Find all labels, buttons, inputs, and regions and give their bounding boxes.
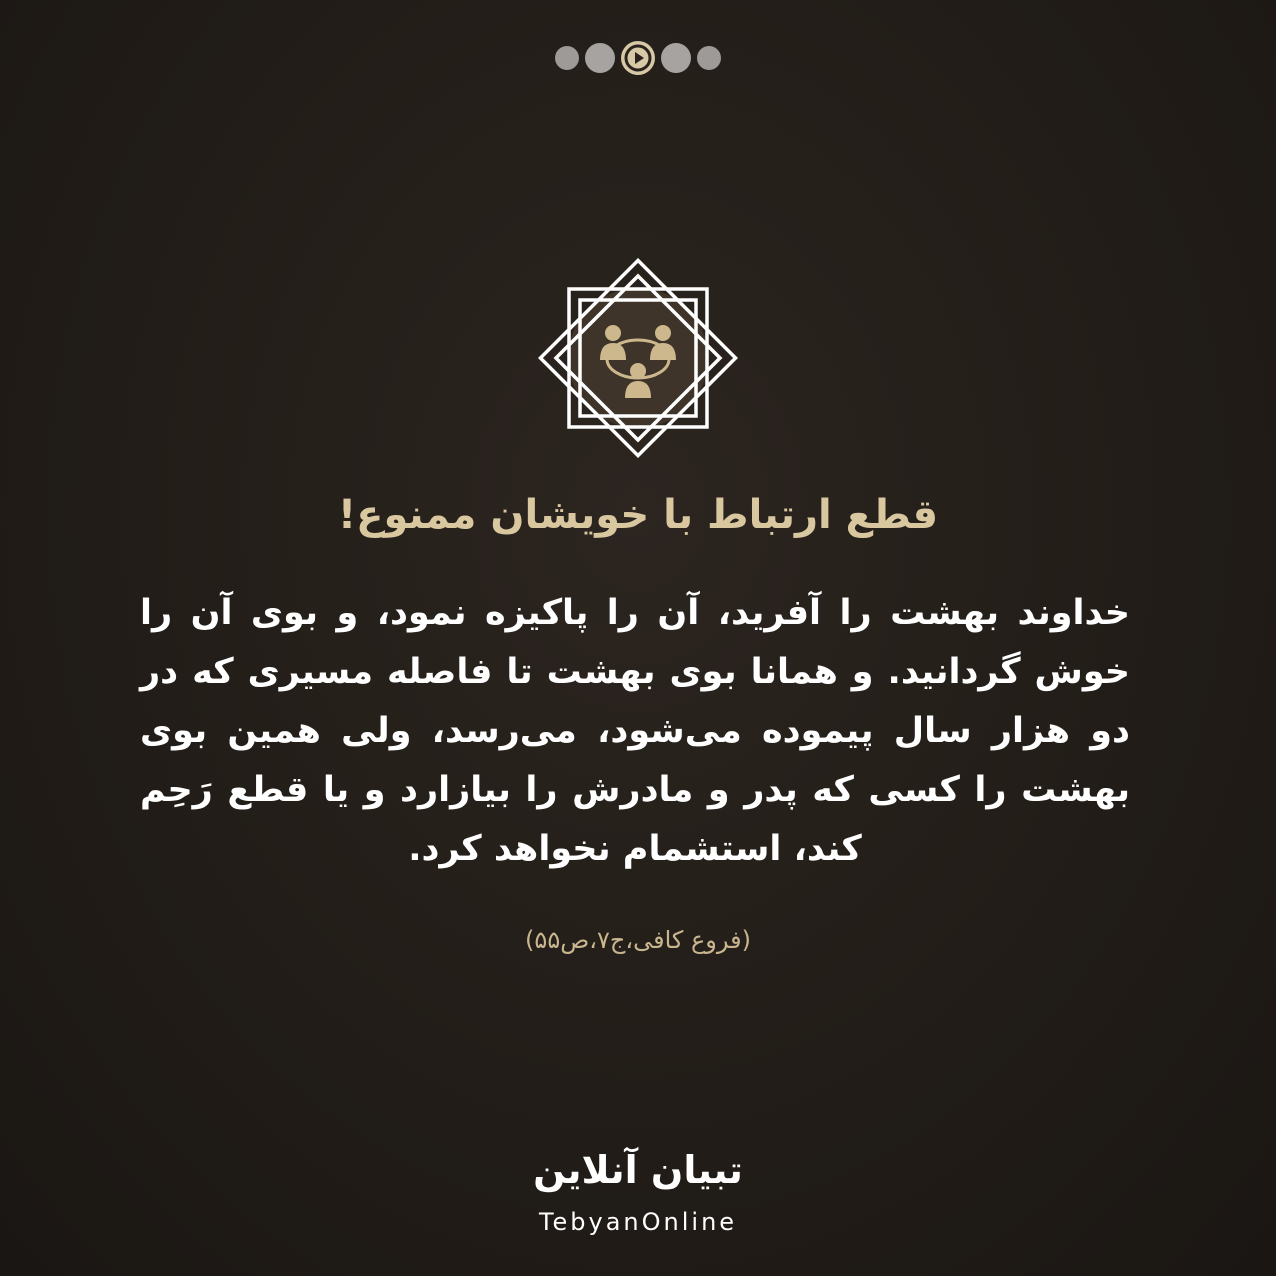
pager-dot-active[interactable] [621,41,655,75]
post-title: قطع ارتباط با خویشان ممنوع! [337,492,939,538]
pager-dot[interactable] [697,46,721,70]
pager-dot[interactable] [555,46,579,70]
hadith-text: خداوند بهشت را آفرید، آن را پاکیزه نمود، و بوی آن را خوش گردانید. و همانا بوی بهشت تا فاصله مسیری که در دو هزار سال پیموده می‌شود، می‌رسد، ولی همین بوی بهشت را کسی که پدر و مادرش را بیازارد و یا قطع رَحِم کند، استشمام نخواهد کرد. [140,593,1130,869]
pager-dot[interactable] [585,43,615,73]
source-reference: (فروع کافی،ج۷،ص۵۵) [525,926,751,954]
slide-pager [0,38,1276,78]
brand-logo-english: TebyanOnline [538,1208,738,1236]
play-icon [621,41,655,75]
brand-logo-persian: تبیان آنلاین [533,1148,743,1192]
pager-dot[interactable] [661,43,691,73]
people-network-emblem [538,258,738,458]
